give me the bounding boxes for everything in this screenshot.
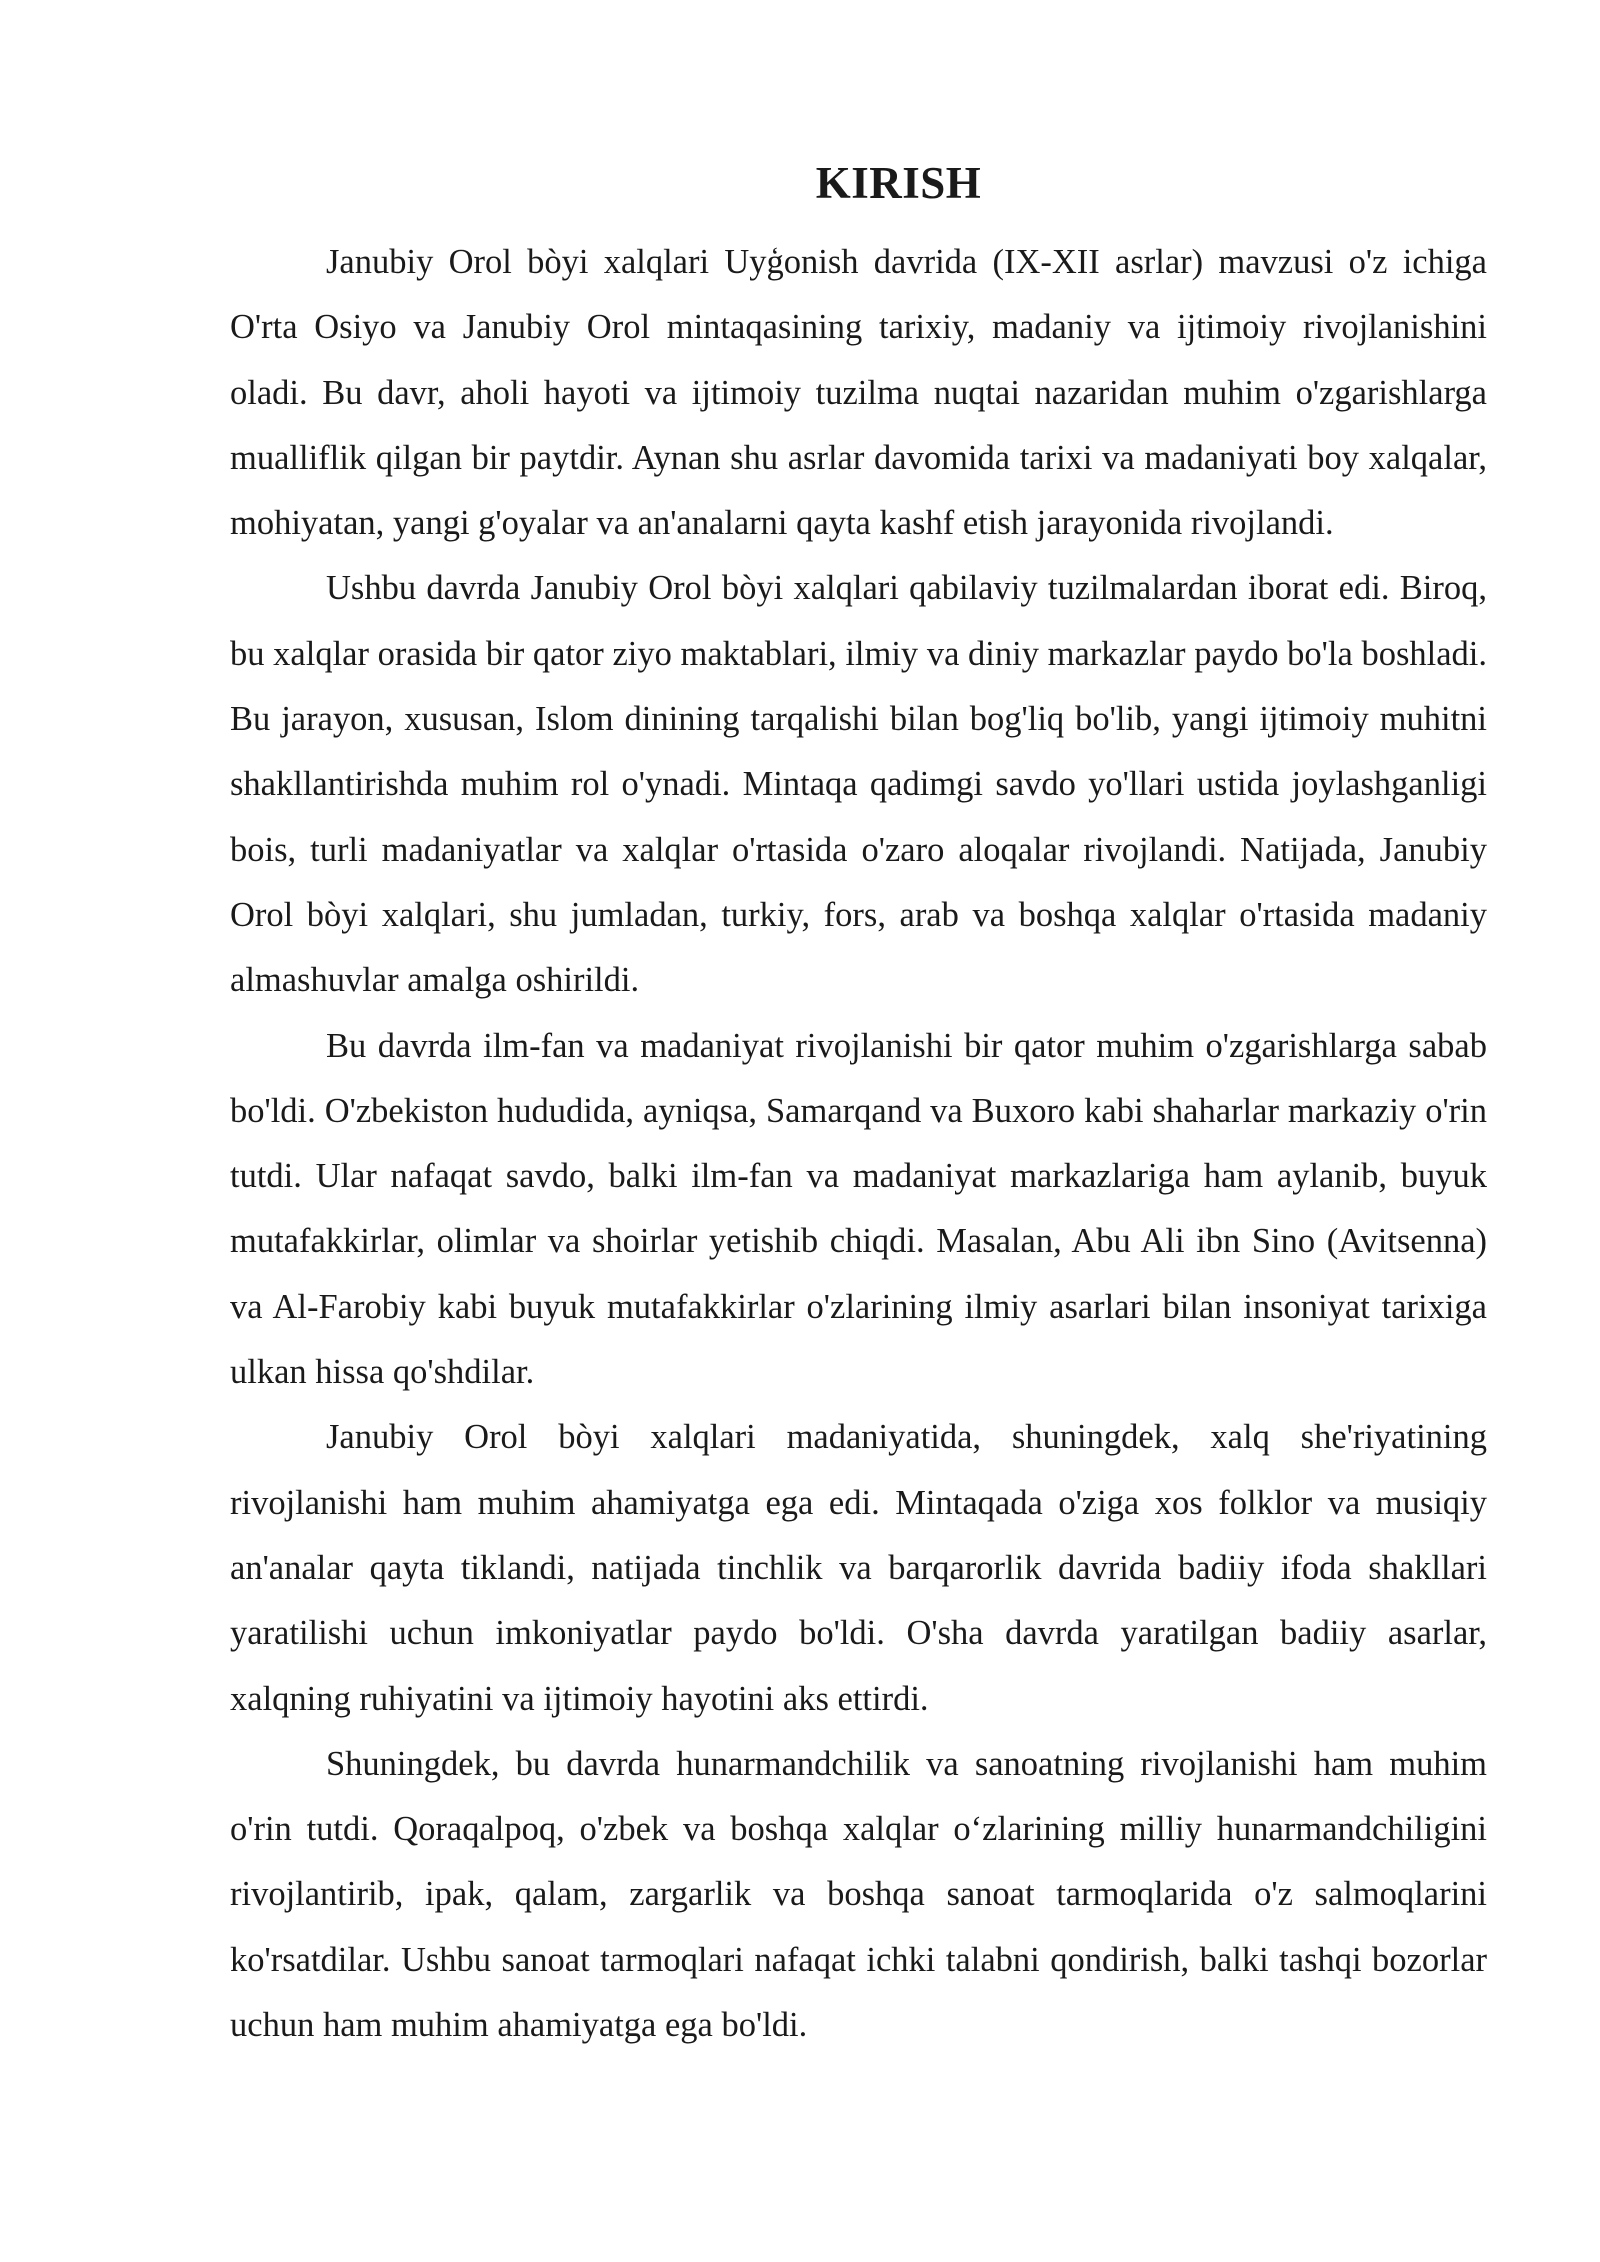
document-body: [230, 150, 1487, 2058]
paragraph-2: Ushbu davrda Janubiy Orol bòyi xalqlari qabilaviy tuzilmalardan iborat edi. Biroq, bu xalqlar orasida bir qator ziyo maktablari, ilmiy va diniy markazlar paydo bo'la boshladi. Bu jarayon, xususan, Islom dinining tarqalishi bilan bog'liq bo'lib, yangi ijtimoiy muhitni shakllantirishda muhim rol o'ynadi. Mintaqa qadimgi savdo yo'llari ustida joylashganligi bois, turli madaniyatlar va xalqlar o'rtasida o'zaro aloqalar rivojlandi. Natijada, Janubiy Orol bòyi xalqlari, shu jumladan, turkiy, fors, arab va boshqa xalqlar o'rtasida madaniy almashuvlar amalga oshirildi.: [230, 569, 1487, 1000]
paragraph-3: Bu davrda ilm-fan va madaniyat rivojlanishi bir qator muhim o'zgarishlarga sabab bo'ldi. O'zbekiston hududida, ayniqsa, Samarqand va Buxoro kabi shaharlar markaziy o'rin tutdi. Ular nafaqat savdo, balki ilm-fan va madaniyat markazlariga ham aylanib, buyuk mutafakkirlar, olimlar va shoirlar yetishib chiqdi. Masalan, Abu Ali ibn Sino (Avitsenna) va Al-Farobiy kabi buyuk mutafakkirlar o'zlarining ilmiy asarlari bilan insoniyat tarixiga ulkan hissa qo'shdilar.: [230, 1026, 1487, 1392]
paragraph-1: Janubiy Orol bòyi xalqlari Uyģonish davrida (IX-XII asrlar) mavzusi o'z ichiga O'rta Osiyo va Janubiy Orol mintaqasining tarixiy, madaniy va ijtimoiy rivojlanishini oladi. Bu davr, aholi hayoti va ijtimoiy tuzilma nuqtai nazaridan muhim o'zgarishlarga mualliflik qilgan bir paytdir. Aynan shu asrlar davomida tarixi va madaniyati boy xalqalar, mohiyatan, yangi g'oyalar va an'analarni qayta kashf etish jarayonida rivojlandi.: [230, 243, 1487, 543]
paragraph-4: Janubiy Orol bòyi xalqlari madaniyatida, shuningdek, xalq she'riyatining rivojlanishi ham muhim ahamiyatga ega edi. Mintaqada o'ziga xos folklor va musiqiy an'analar qayta tiklandi, natijada tinchlik va barqarorlik davrida badiiy ifoda shakllari yaratilishi uchun imkoniyatlar paydo bo'ldi. O'sha davrda yaratilgan badiiy asarlar, xalqning ruhiyatini va ijtimoiy hayotini aks ettirdi.: [230, 1418, 1487, 1718]
page-title: KIRISH: [815, 158, 982, 208]
paragraph-5: Shuningdek, bu davrda hunarmandchilik va sanoatning rivojlanishi ham muhim o'rin tutdi. Qoraqalpoq, o'zbek va boshqa xalqlar o‘zlarining milliy hunarmandchiligini rivojlantirib, ipak, qalam, zargarlik va boshqa sanoat tarmoqlarida o'z salmoqlarini ko'rsatdilar. Ushbu sanoat tarmoqlari nafaqat ichki talabni qondirish, balki tashqi bozorlar uchun ham muhim ahamiyatga ega bo'ldi.: [230, 1744, 1487, 2045]
